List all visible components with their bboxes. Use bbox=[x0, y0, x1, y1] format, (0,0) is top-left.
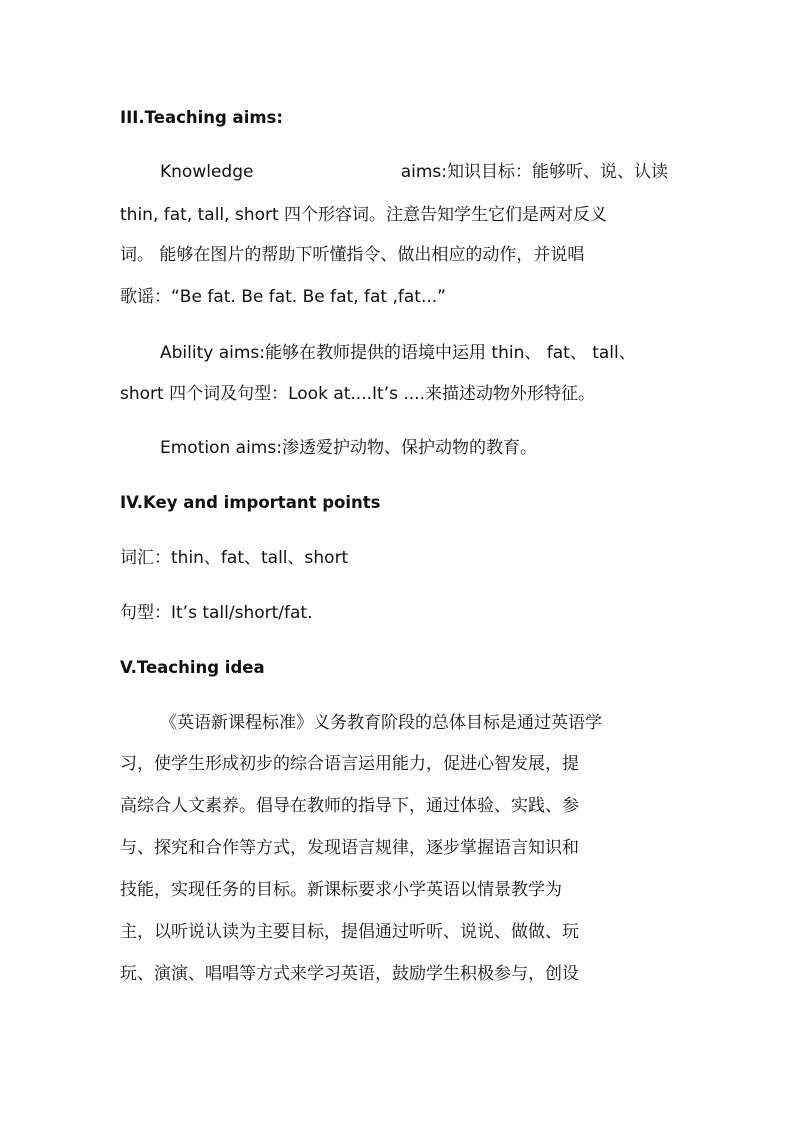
vocabulary-line: 词汇：thin、fat、tall、short bbox=[120, 548, 349, 568]
teaching-idea-line-4: 与、探究和合作等方式，发现语言规律，逐步掌握语言知识和 bbox=[120, 838, 579, 858]
teaching-idea-line-6: 主，以听说认读为主要目标，提倡通过听听、说说、做做、玩 bbox=[120, 922, 579, 942]
teaching-idea-line-3: 高综合人文素养。倡导在教师的指导下，通过体验、实践、参 bbox=[120, 796, 579, 816]
knowledge-label: Knowledge bbox=[160, 162, 254, 182]
teaching-idea-line-2: 习，使学生形成初步的综合语言运用能力，促进心智发展，提 bbox=[120, 754, 579, 774]
knowledge-line-4: 歌谣：“Be fat. Be fat. Be fat, fat ,fat...” bbox=[120, 287, 446, 307]
knowledge-aims-first-line bbox=[160, 161, 668, 183]
teaching-idea-line-5: 技能，实现任务的目标。新课标要求小学英语以情景教学为 bbox=[120, 880, 562, 900]
knowledge-line-3: 词。 能够在图片的帮助下听懂指令、做出相应的动作，并说唱 bbox=[120, 245, 585, 265]
section-heading-teaching-idea: V.Teaching idea bbox=[120, 658, 265, 677]
ability-aims-line-2: short 四个词及句型：Look at....It’s ....来描述动物外形特征。 bbox=[120, 384, 595, 404]
teaching-idea-line-1: 《英语新课程标准》义务教育阶段的总体目标是通过英语学 bbox=[160, 713, 602, 733]
sentence-pattern-line: 句型：It’s tall/short/fat. bbox=[120, 603, 313, 623]
knowledge-line-2: thin, fat, tall, short 四个形容词。注意告知学生它们是两对反义 bbox=[120, 205, 608, 225]
section-heading-teaching-aims: III.Teaching aims: bbox=[120, 108, 283, 127]
section-heading-key-points: IV.Key and important points bbox=[120, 493, 381, 512]
teaching-idea-line-7: 玩、演演、唱唱等方式来学习英语，鼓励学生积极参与，创设 bbox=[120, 964, 579, 984]
ability-aims-line-1: Ability aims:能够在教师提供的语境中运用 thin、 fat、 tall、 bbox=[160, 343, 636, 363]
knowledge-aims-text: aims:知识目标：能够听、说、认读 bbox=[400, 162, 668, 182]
emotion-aims: Emotion aims:渗透爱护动物、保护动物的教育。 bbox=[160, 438, 537, 458]
